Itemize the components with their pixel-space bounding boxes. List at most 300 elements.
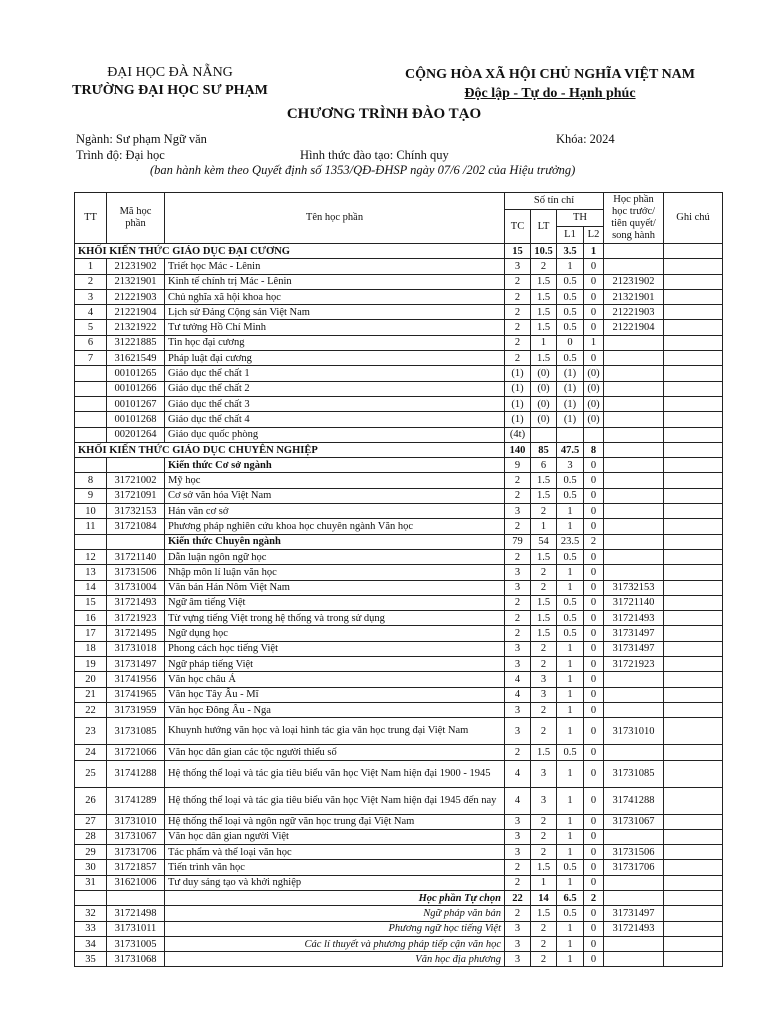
credits-theory: 2 [531,504,557,519]
credits-total: 4 [505,760,531,787]
prerequisite: 31731497 [604,626,664,641]
prerequisite: 31731010 [604,718,664,745]
credits-total: 2 [505,875,531,890]
prerequisite [604,672,664,687]
national-motto: Độc lập - Tự do - Hạnh phúc [464,86,636,101]
prerequisite [604,702,664,717]
credits-practice-l1: 0.5 [557,860,584,875]
credits-theory: 6 [531,458,557,473]
credits-practice-l2: 0 [584,906,604,921]
credits-theory: 2 [531,641,557,656]
credits-total: 2 [505,351,531,366]
note [664,595,723,610]
course-name: Pháp luật đại cương [165,351,505,366]
curriculum-table [74,192,723,967]
credits-total: 3 [505,580,531,595]
credits-total: 3 [505,702,531,717]
credits-practice-l1: 1 [557,504,584,519]
credits-practice-l1: 1 [557,702,584,717]
credits-theory: 1.5 [531,305,557,320]
course-code: 31621006 [107,875,165,890]
credits-practice-l2: 0 [584,702,604,717]
row-number [75,427,107,442]
course-name: Kinh tế chính trị Mác - Lênin [165,274,505,289]
credits-total: (4t) [505,427,531,442]
credits-total: 3 [505,829,531,844]
note [664,519,723,534]
note [664,626,723,641]
header-lt: LT [531,210,557,244]
row-number: 11 [75,519,107,534]
credits-practice-l1: 0.5 [557,549,584,564]
note [664,351,723,366]
credits-practice-l2: 0 [584,672,604,687]
note [664,549,723,564]
table-row [75,787,723,814]
credits-practice-l1: 0.5 [557,320,584,335]
credits-theory: 3 [531,787,557,814]
header-tc: TC [505,210,531,244]
row-number: 16 [75,611,107,626]
table-row [75,519,723,534]
national-title: CỘNG HÒA XÃ HỘI CHỦ NGHĨA VIỆT NAM [404,67,695,82]
table-row [75,814,723,829]
credits-theory: 2 [531,952,557,967]
course-name: Ngữ pháp văn bản [165,906,505,921]
note [664,458,723,473]
header-l1: L1 [557,227,584,244]
credits-practice-l2: 0 [584,549,604,564]
header-right [380,66,720,104]
row-number: 26 [75,787,107,814]
credits-theory: 2 [531,921,557,936]
row-number: 19 [75,657,107,672]
note [664,641,723,656]
course-code: 31721498 [107,906,165,921]
table-row [75,952,723,967]
note [664,875,723,890]
section-title: KHỐI KIẾN THỨC GIÁO DỤC CHUYÊN NGHIỆP [75,442,505,457]
note [664,565,723,580]
course-name: Học phần Tự chọn [165,890,505,905]
credits-practice-l2: 0 [584,259,604,274]
table-row [75,381,723,396]
course-name: Văn học châu Á [165,672,505,687]
mode-label: Hình thức đào tạo: Chính quy [300,148,449,162]
course-code: 31741965 [107,687,165,702]
row-number: 2 [75,274,107,289]
school-name: TRƯỜNG ĐẠI HỌC SƯ PHẠM [72,83,268,98]
course-name: Hệ thống thể loại và tác gia tiêu biểu văn học Việt Nam hiện đại 1945 đến nay [165,787,505,814]
credits-total: 2 [505,595,531,610]
credits-total: 2 [505,335,531,350]
credits-total: 4 [505,787,531,814]
credits-total: 9 [505,458,531,473]
course-code: 00101268 [107,412,165,427]
header-code: Mã học phần [107,193,165,244]
course-code: 31721002 [107,473,165,488]
credits-practice-l2: (0) [584,412,604,427]
credits-practice-l2: 2 [584,890,604,905]
credits-practice-l1: 1 [557,760,584,787]
course-code: 31731068 [107,952,165,967]
table-row [75,504,723,519]
row-number: 13 [75,565,107,580]
header-l2: L2 [584,227,604,244]
course-code: 31721493 [107,595,165,610]
course-name: Hệ thống thể loại và tác gia tiêu biểu văn học Việt Nam hiện đại 1900 - 1945 [165,760,505,787]
course-code: 31741289 [107,787,165,814]
credits-practice-l2: 0 [584,626,604,641]
prerequisite [604,534,664,549]
note [664,936,723,951]
row-number: 8 [75,473,107,488]
credits-theory: 1.5 [531,351,557,366]
credits-total: 2 [505,906,531,921]
credits-total: 4 [505,672,531,687]
table-row [75,335,723,350]
prerequisite: 31731497 [604,641,664,656]
table-row [75,745,723,760]
prerequisite: 21321901 [604,289,664,304]
table-row [75,473,723,488]
prerequisite: 21221903 [604,305,664,320]
credits-practice-l1: 0.5 [557,473,584,488]
credits-total: 2 [505,289,531,304]
row-number: 32 [75,906,107,921]
credits-theory: 3 [531,672,557,687]
credits-total: (1) [505,381,531,396]
credits-practice-l1: (1) [557,381,584,396]
credits-total: (1) [505,396,531,411]
course-code: 31721495 [107,626,165,641]
table-row [75,936,723,951]
credits-practice-l2: 0 [584,875,604,890]
note [664,580,723,595]
credits-practice-l1: 1 [557,936,584,951]
table-row [75,906,723,921]
course-name: Nhập môn lí luận văn học [165,565,505,580]
credits-practice-l1: 3.5 [557,244,584,259]
credits-practice-l2: (0) [584,366,604,381]
course-name: Từ vựng tiếng Việt trong hệ thống và trong sử dụng [165,611,505,626]
course-name: Tư tưởng Hồ Chí Minh [165,320,505,335]
credits-theory: (0) [531,381,557,396]
credits-theory: 1.5 [531,595,557,610]
credits-theory: 2 [531,657,557,672]
table-row [75,289,723,304]
credits-total: 3 [505,565,531,580]
course-name: Văn học địa phương [165,952,505,967]
course-name: Văn bản Hán Nôm Việt Nam [165,580,505,595]
credits-practice-l2: 0 [584,641,604,656]
credits-total: 3 [505,936,531,951]
credits-practice-l2: 0 [584,936,604,951]
credits-practice-l2: 0 [584,473,604,488]
note [664,760,723,787]
credits-total: 2 [505,626,531,641]
table-row [75,565,723,580]
credits-total: 2 [505,745,531,760]
course-code: 31721923 [107,611,165,626]
credits-practice-l2: 0 [584,845,604,860]
credits-practice-l2: 0 [584,305,604,320]
credits-practice-l2: 2 [584,534,604,549]
course-name: Giáo dục thể chất 3 [165,396,505,411]
header-name: Tên học phần [165,193,505,244]
credits-practice-l1: 1 [557,519,584,534]
row-number: 17 [75,626,107,641]
row-number [75,458,107,473]
credits-practice-l1: 1 [557,672,584,687]
course-code: 00101265 [107,366,165,381]
course-code: 31731706 [107,845,165,860]
table-row [75,702,723,717]
prerequisite [604,427,664,442]
note [664,412,723,427]
course-name: Ngữ âm tiếng Việt [165,595,505,610]
credits-total: (1) [505,412,531,427]
table-row [75,845,723,860]
credits-total: 3 [505,718,531,745]
credits-practice-l2: 0 [584,829,604,844]
table-row [75,549,723,564]
credits-practice-l2: 0 [584,718,604,745]
credits-practice-l2: 0 [584,814,604,829]
credits-total: 3 [505,845,531,860]
document-title: CHƯƠNG TRÌNH ĐÀO TẠO [286,106,482,122]
credits-practice-l1: 1 [557,814,584,829]
credits-total: 2 [505,473,531,488]
row-number: 14 [75,580,107,595]
course-code: 31731085 [107,718,165,745]
credits-theory: 1.5 [531,473,557,488]
credits-theory: 2 [531,845,557,860]
note [664,320,723,335]
course-name: Văn học dân gian người Việt [165,829,505,844]
credits-practice-l2: 0 [584,787,604,814]
credits-practice-l1: 0.5 [557,351,584,366]
credits-practice-l1: 0.5 [557,626,584,641]
prerequisite [604,952,664,967]
note [664,657,723,672]
prerequisite [604,473,664,488]
credits-practice-l1: 1 [557,259,584,274]
note [664,396,723,411]
prerequisite [604,244,664,259]
credits-total: 15 [505,244,531,259]
table-header [75,193,723,244]
credits-practice-l2: 0 [584,320,604,335]
credits-theory: (0) [531,412,557,427]
optional-group-row [75,890,723,905]
row-number: 33 [75,921,107,936]
note [664,381,723,396]
table-row [75,396,723,411]
row-number: 31 [75,875,107,890]
prerequisite [604,936,664,951]
credits-practice-l1: 23.5 [557,534,584,549]
credits-practice-l1: 1 [557,829,584,844]
row-number [75,412,107,427]
row-number: 6 [75,335,107,350]
course-name: Phong cách học tiếng Việt [165,641,505,656]
credits-practice-l2: 0 [584,458,604,473]
credits-practice-l1: (1) [557,412,584,427]
row-number: 29 [75,845,107,860]
prerequisite: 31731506 [604,845,664,860]
note [664,952,723,967]
credits-practice-l2: 0 [584,952,604,967]
course-code: 00201264 [107,427,165,442]
table-row [75,351,723,366]
credits-theory: 1.5 [531,611,557,626]
note [664,305,723,320]
credits-theory: 1.5 [531,549,557,564]
credits-theory: (0) [531,396,557,411]
credits-practice-l1: 1 [557,687,584,702]
course-code: 31721084 [107,519,165,534]
course-code: 31741956 [107,672,165,687]
credits-practice-l1: 0.5 [557,305,584,320]
course-code [107,890,165,905]
table-row [75,657,723,672]
prerequisite: 31732153 [604,580,664,595]
note [664,289,723,304]
table-row [75,687,723,702]
credits-practice-l1: 47.5 [557,442,584,457]
row-number: 20 [75,672,107,687]
credits-theory: 2 [531,259,557,274]
credits-practice-l1: 1 [557,718,584,745]
credits-practice-l2: 0 [584,519,604,534]
credits-practice-l1: 6.5 [557,890,584,905]
note [664,829,723,844]
prerequisite: 31721493 [604,921,664,936]
course-name: Ngữ dụng học [165,626,505,641]
course-label: Khóa: 2024 [556,132,615,146]
prerequisite [604,504,664,519]
note [664,787,723,814]
note [664,672,723,687]
table-row [75,611,723,626]
row-number: 22 [75,702,107,717]
prerequisite [604,488,664,503]
course-name: Hệ thống thể loại và ngôn ngữ văn học trung đại Việt Nam [165,814,505,829]
prerequisite [604,442,664,457]
table-row [75,580,723,595]
prerequisite [604,396,664,411]
course-name: Phương pháp nghiên cứu khoa học chuyên ngành Văn học [165,519,505,534]
table-row [75,274,723,289]
course-name: Các lí thuyết và phương pháp tiếp cận văn học [165,936,505,951]
course-code: 31721091 [107,488,165,503]
course-code: 31731067 [107,829,165,844]
table-row [75,626,723,641]
course-name: Mỹ học [165,473,505,488]
course-name: Chủ nghĩa xã hội khoa học [165,289,505,304]
row-number: 12 [75,549,107,564]
row-number [75,890,107,905]
row-number [75,534,107,549]
note [664,427,723,442]
credits-practice-l1: 1 [557,641,584,656]
credits-practice-l2: 0 [584,657,604,672]
prerequisite [604,519,664,534]
header-credits: Số tín chỉ [505,193,604,210]
course-code: 31731959 [107,702,165,717]
course-name: Tư duy sáng tạo và khởi nghiệp [165,875,505,890]
course-code: 31731004 [107,580,165,595]
note [664,718,723,745]
row-number: 23 [75,718,107,745]
credits-theory: 1.5 [531,488,557,503]
credits-practice-l1: 0.5 [557,745,584,760]
table-row [75,412,723,427]
note [664,860,723,875]
credits-practice-l2: 0 [584,611,604,626]
credits-practice-l2: 8 [584,442,604,457]
row-number: 10 [75,504,107,519]
level-label: Trình độ: Đại học [76,148,165,162]
course-name: Cơ sở văn hóa Việt Nam [165,488,505,503]
table-row [75,427,723,442]
note [664,702,723,717]
prerequisite [604,259,664,274]
credits-theory: 1.5 [531,626,557,641]
row-number: 27 [75,814,107,829]
course-code: 31731018 [107,641,165,656]
prerequisite [604,366,664,381]
header-left [70,64,270,100]
credits-total: 4 [505,687,531,702]
prerequisite: 31731067 [604,814,664,829]
row-number: 3 [75,289,107,304]
note [664,906,723,921]
credits-practice-l1: 1 [557,565,584,580]
credits-practice-l1: 1 [557,875,584,890]
credits-practice-l1: 1 [557,657,584,672]
major-label: Ngành: Sư phạm Ngữ văn [76,132,207,146]
credits-total: (1) [505,366,531,381]
course-name: Triết học Mác - Lênin [165,259,505,274]
row-number: 5 [75,320,107,335]
credits-theory: 10.5 [531,244,557,259]
course-name: Giáo dục thể chất 4 [165,412,505,427]
credits-theory: 1.5 [531,320,557,335]
credits-total: 2 [505,549,531,564]
credits-theory: 14 [531,890,557,905]
course-code: 31731497 [107,657,165,672]
credits-practice-l2: (0) [584,396,604,411]
note [664,244,723,259]
note [664,259,723,274]
credits-total: 3 [505,952,531,967]
prerequisite [604,687,664,702]
row-number: 18 [75,641,107,656]
credits-practice-l1: (1) [557,396,584,411]
course-code: 31721066 [107,745,165,760]
prerequisite [604,381,664,396]
prerequisite [604,829,664,844]
credits-practice-l2: 0 [584,921,604,936]
course-name: Dẫn luận ngôn ngữ học [165,549,505,564]
prerequisite [604,745,664,760]
credits-practice-l1: 0.5 [557,488,584,503]
credits-theory: 3 [531,760,557,787]
credits-theory: 85 [531,442,557,457]
row-number: 28 [75,829,107,844]
